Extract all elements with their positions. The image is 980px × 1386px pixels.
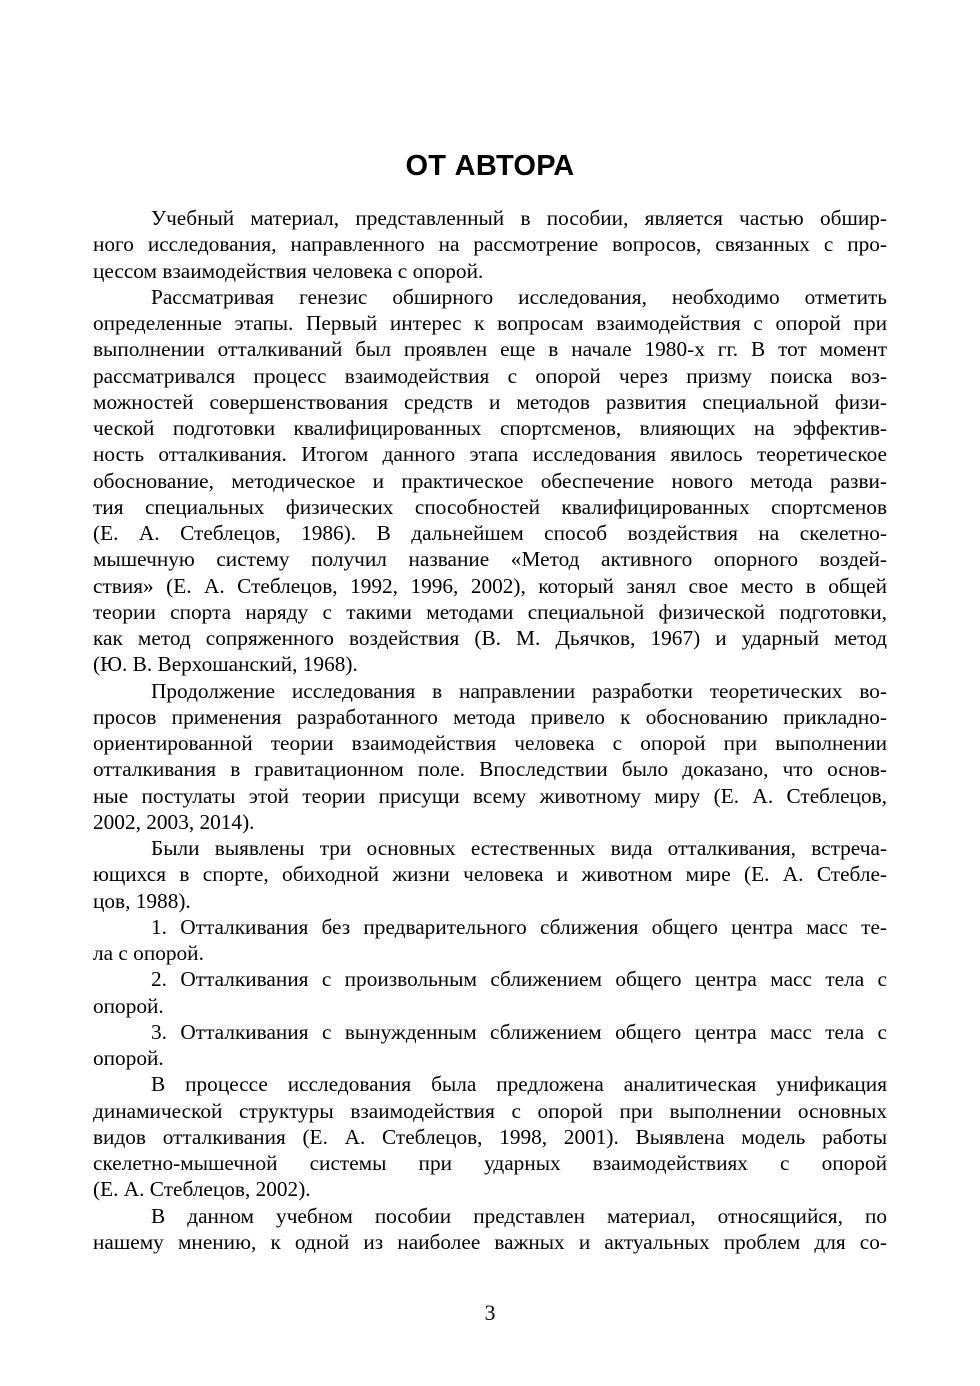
text-line: выполнении отталкиваний был проявлен еще в начале 1980-х гг. В тот момент	[93, 337, 887, 362]
text-line: ные постулаты этой теории присущи всему животному миру (Е. А. Стеблецов,	[93, 783, 887, 808]
text-line: ствия» (Е. А. Стеблецов, 1992, 1996, 2002), который занял свое место в общей	[93, 573, 887, 598]
text-line: 2. Отталкивания с произвольным сближением общего центра масс тела с	[151, 967, 887, 992]
text-line: опорой.	[93, 993, 164, 1018]
text-line: как метод сопряженного воздействия (В. М. Дьячков, 1967) и ударный метод	[93, 626, 887, 650]
text-line: скелетно-мышечной системы при ударных взаимодействиях с опорой	[93, 1151, 887, 1175]
paragraph	[93, 284, 887, 678]
paragraph	[93, 914, 887, 967]
text-line: просов применения разработанного метода привело к обоснованию прикладно-	[93, 704, 887, 729]
text-line: ного исследования, направленного на рассмотрение вопросов, связанных с про-	[93, 232, 887, 257]
text-line: динамической структуры взаимодействия с опорой при выполнении основных	[93, 1098, 887, 1123]
paragraph	[93, 835, 887, 914]
text-line: определенные этапы. Первый интерес к вопросам взаимодействия с опорой при	[93, 311, 887, 335]
text-line: цессом взаимодействия человека с опорой.	[93, 258, 484, 283]
text-line: Продолжение исследования в направлении разработки теоретических во-	[151, 678, 887, 703]
text-line: мышечную систему получил название «Метод активного опорного воздей-	[93, 547, 887, 572]
text-line: 3. Отталкивания с вынужденным сближением общего центра масс тела с	[151, 1019, 887, 1044]
text-line: обоснование, методическое и практическое обеспечение нового метода разви-	[93, 468, 887, 493]
text-line: опорой.	[93, 1046, 164, 1070]
paragraph	[93, 1203, 887, 1256]
text-line: ориентированной теории взаимодействия человека с опорой при выполнении	[93, 731, 887, 755]
text-line: 2002, 2003, 2014).	[93, 809, 255, 834]
text-line: отталкивания в гравитационном поле. Впоследствии было доказано, что основ-	[93, 757, 887, 782]
text-line: видов отталкивания (Е. А. Стеблецов, 1998, 2001). Выявлена модель работы	[93, 1124, 887, 1149]
paragraph	[93, 678, 887, 836]
text-line: (Е. А. Стеблецов, 2002).	[93, 1177, 311, 1202]
text-line: Были выявлены три основных естественных вида отталкивания, встреча-	[151, 836, 887, 860]
text-line: ла с опорой.	[93, 941, 204, 965]
text-line: ческой подготовки квалифицированных спортсменов, влияющих на эффектив-	[93, 416, 887, 440]
body-text	[93, 205, 887, 1255]
text-line: (Ю. В. Верхошанский, 1968).	[93, 652, 358, 677]
paragraph	[93, 1071, 887, 1202]
page-number: 3	[484, 1300, 496, 1325]
paragraph	[93, 966, 887, 1019]
text-line: ющихся в спорте, обиходной жизни человека и животном мире (Е. А. Стебле-	[93, 862, 887, 887]
text-line: В данном учебном пособии представлен материал, относящийся, по	[151, 1203, 887, 1228]
text-line: можностей совершенствования средств и методов развития специальной физи-	[93, 389, 887, 414]
text-line: рассматривался процесс взаимодействия с опорой через призму поиска воз-	[93, 363, 887, 388]
text-line: цов, 1988).	[93, 888, 191, 913]
text-line: ность отталкивания. Итогом данного этапа исследования явилось теоретическое	[93, 442, 887, 467]
text-line: тия специальных физических способностей квалифицированных спортсменов	[93, 494, 887, 519]
paragraph	[93, 1019, 887, 1072]
text-line: Рассматривая генезис обширного исследования, необходимо отметить	[151, 284, 887, 309]
paragraph	[93, 205, 887, 284]
text-line: Учебный материал, представленный в пособии, является частью обшир-	[151, 206, 887, 230]
text-line: В процессе исследования была предложена аналитическая унификация	[151, 1072, 887, 1097]
page-title: ОТ АВТОРА	[405, 150, 575, 182]
text-line: (Е. А. Стеблецов, 1986). В дальнейшем способ воздействия на скелетно-	[93, 521, 887, 545]
text-line: теории спорта наряду с такими методами специальной физической подготовки,	[93, 599, 887, 624]
text-line: 1. Отталкивания без предварительного сближения общего центра масс те-	[151, 914, 887, 939]
text-line: нашему мнению, к одной из наиболее важных и актуальных проблем для со-	[93, 1229, 887, 1254]
